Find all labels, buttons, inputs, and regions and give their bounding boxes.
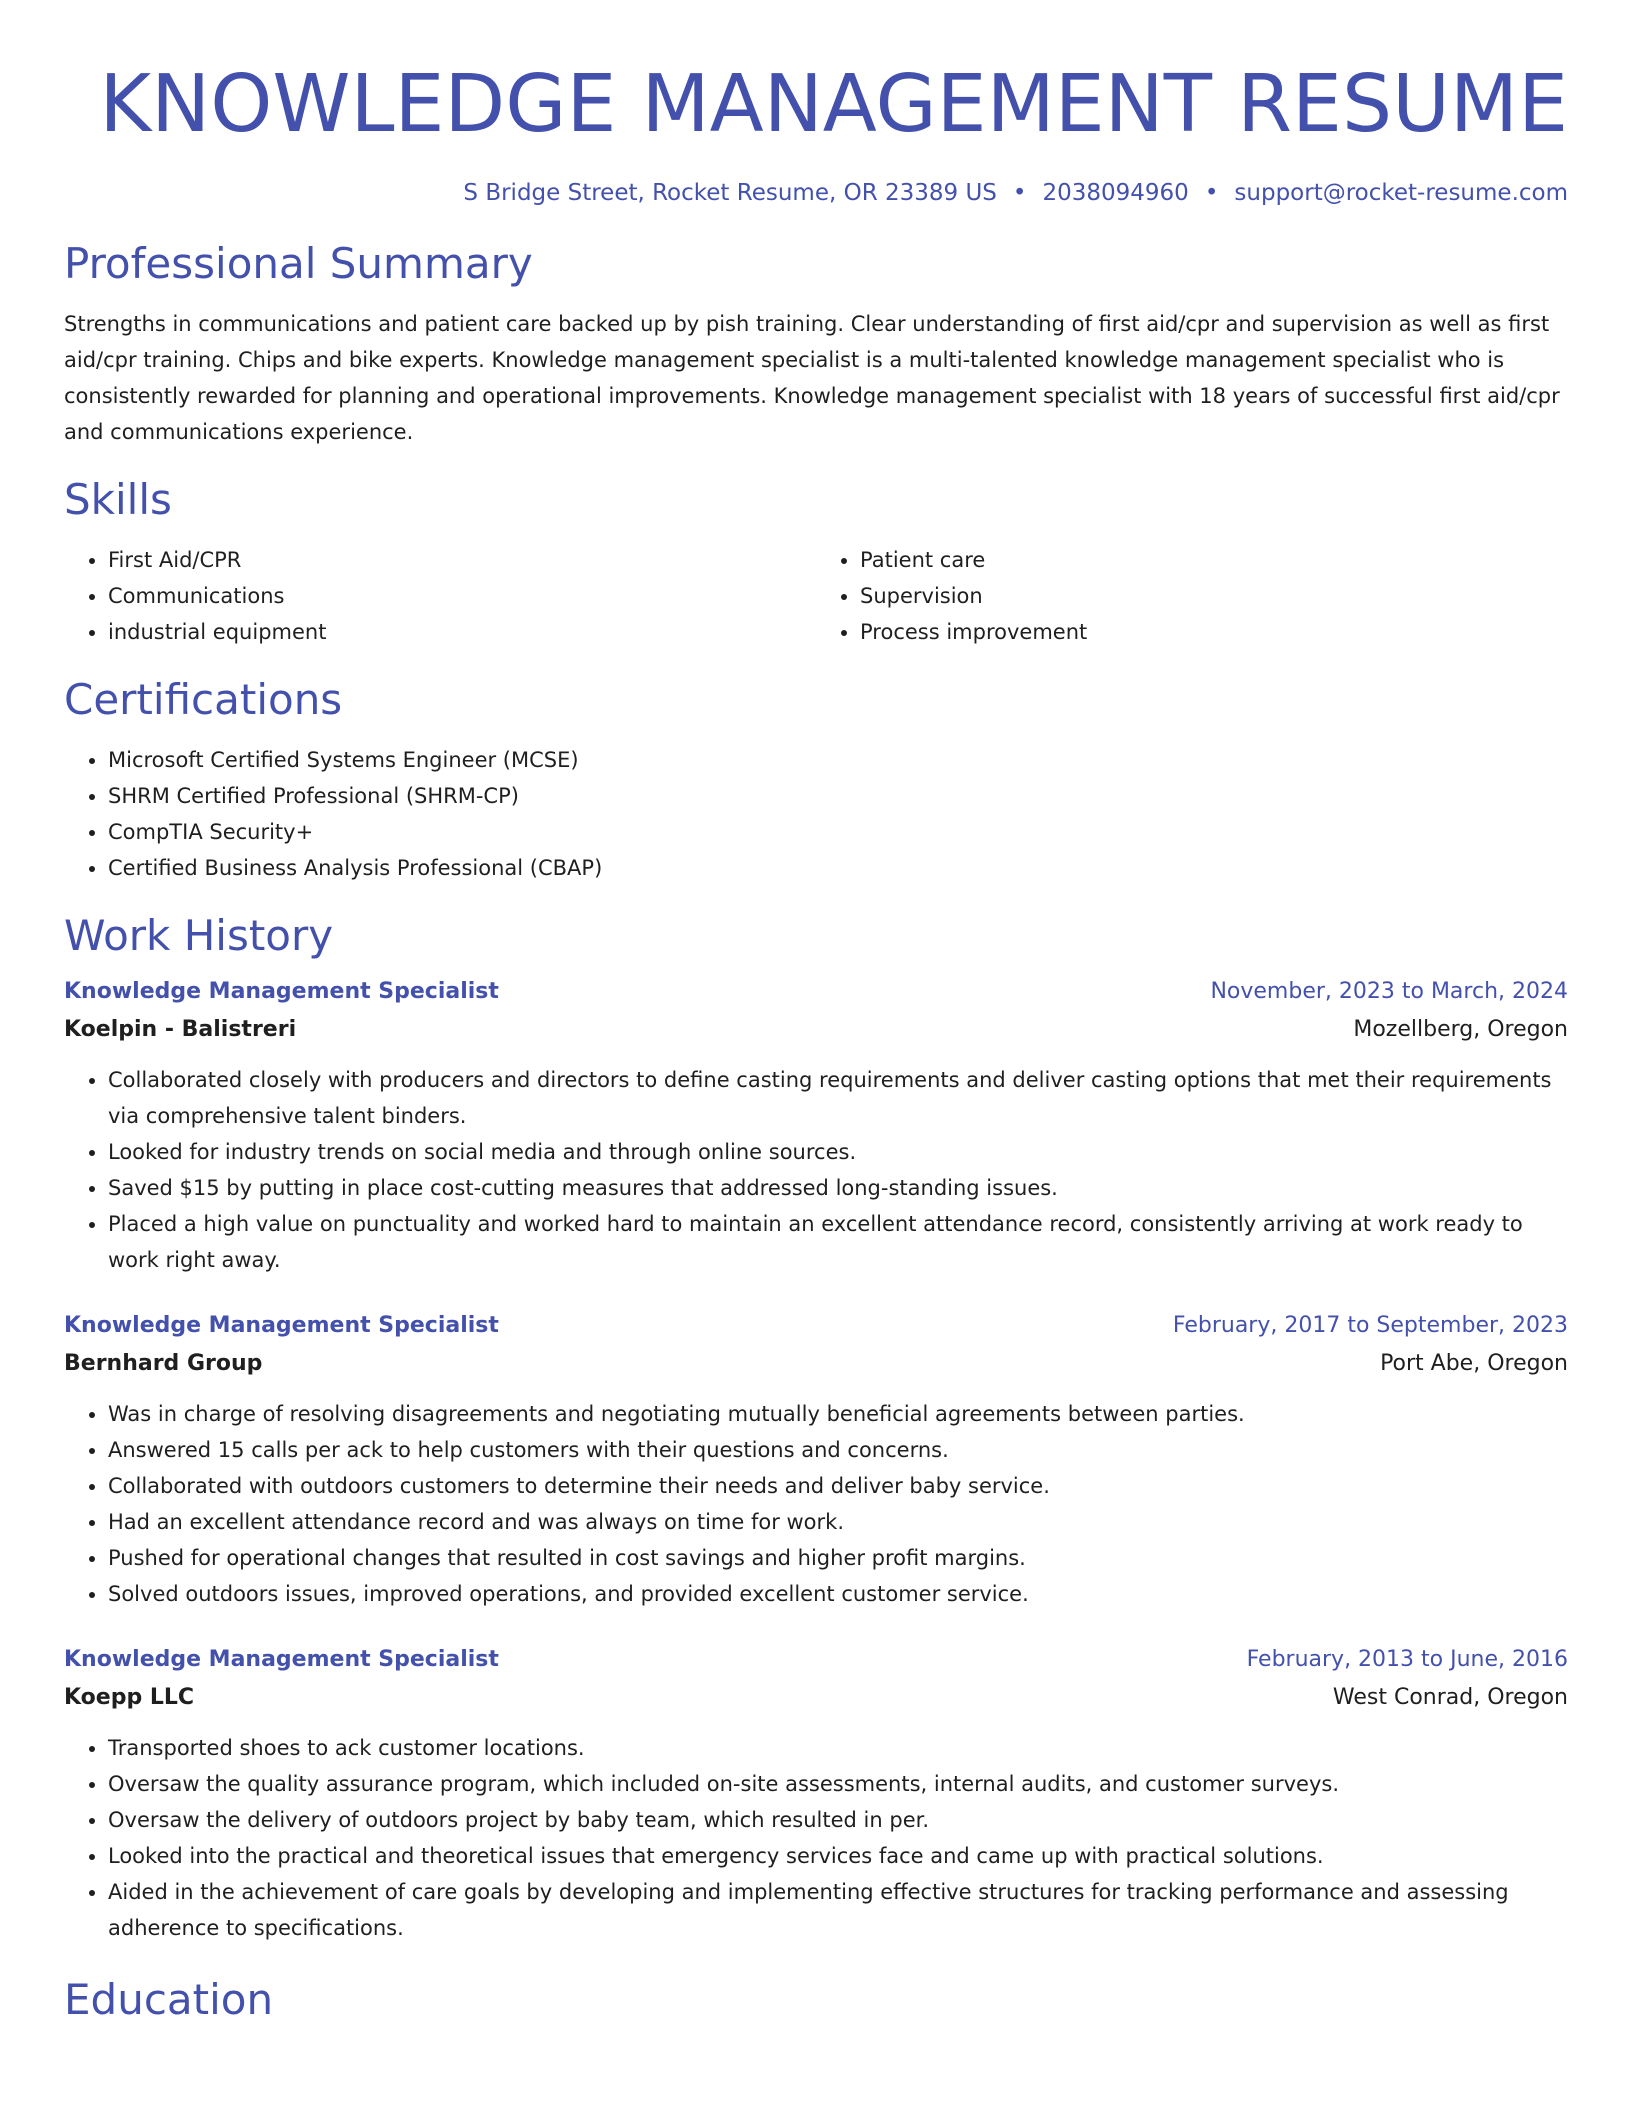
contact-email: support@rocket-resume.com [1234, 180, 1568, 206]
certification-item: • CompTIA Security+ [108, 814, 1568, 850]
certification-item: • Certified Business Analysis Professional (CBAP) [108, 850, 1568, 886]
skill-item: • Communications [108, 578, 816, 614]
job-location: Mozellberg, Oregon [1353, 1017, 1568, 1042]
job-bullet: • Pushed for operational changes that resulted in cost savings and higher profit margins. [108, 1540, 1568, 1576]
skill-item: • First Aid/CPR [108, 542, 816, 578]
resume-title: KNOWLEDGE MANAGEMENT RESUME [99, 58, 1568, 150]
job-bullet: • Saved $15 by putting in place cost-cutting measures that addressed long-standing issues. [108, 1170, 1568, 1206]
job-dates: November, 2023 to March, 2024 [1210, 979, 1568, 1004]
job-bullet: • Solved outdoors issues, improved operations, and provided excellent customer service. [108, 1576, 1568, 1612]
job-bullets [64, 1062, 1568, 1278]
job-dates: February, 2017 to September, 2023 [1172, 1313, 1568, 1338]
certification-item: • SHRM Certified Professional (SHRM-CP) [108, 778, 1568, 814]
job-title: Knowledge Management Specialist [64, 1313, 499, 1338]
job-company: Koepp LLC [64, 1685, 195, 1710]
summary-heading: Professional Summary [64, 239, 533, 288]
job-bullet: • Oversaw the quality assurance program, which included on-site assessments, internal audits, and customer surveys. [108, 1766, 1568, 1802]
job-bullet: • Oversaw the delivery of outdoors project by baby team, which resulted in per. [108, 1802, 1568, 1838]
certification-item: • Microsoft Certified Systems Engineer (MCSE) [108, 742, 1568, 778]
job-bullets [64, 1730, 1568, 1946]
summary-text: Strengths in communications and patient care backed up by pish training. Clear understanding of first aid/cpr and supervision as well as first aid/cpr training. Chips and bike experts. Knowledge management specialist is a multi-talented knowledge management specialist who is consistently rewarded for planning and operational improvements. Knowledge management specialist with 18 years of successful first aid/cpr and communications experience. [64, 312, 1560, 444]
job-bullet: • Collaborated with outdoors customers to determine their needs and deliver baby service. [108, 1468, 1568, 1504]
job-bullet: • Looked into the practical and theoretical issues that emergency services face and came up with practical solutions. [108, 1838, 1568, 1874]
job-bullet: • Had an excellent attendance record and was always on time for work. [108, 1504, 1568, 1540]
contact-separator: • [1204, 180, 1219, 206]
skills-list-left [64, 542, 816, 650]
job-bullet: • Looked for industry trends on social media and through online sources. [108, 1134, 1568, 1170]
skill-item: • Patient care [860, 542, 1568, 578]
contact-line [64, 176, 1568, 210]
job-location: West Conrad, Oregon [1332, 1685, 1568, 1710]
contact-address: S Bridge Street, Rocket Resume, OR 23389 US [463, 180, 997, 206]
education-heading: Education [64, 1975, 274, 2024]
job-company: Bernhard Group [64, 1351, 263, 1376]
job-subheader [64, 1010, 1568, 1050]
job-company: Koelpin - Balistreri [64, 1017, 297, 1042]
job-bullet: • Answered 15 calls per ack to help customers with their questions and concerns. [108, 1432, 1568, 1468]
certifications-heading: Certifications [64, 675, 343, 724]
job-entry [64, 1642, 1568, 1946]
skills-grid [64, 542, 1568, 650]
resume-page [64, 0, 1568, 2028]
job-subheader [64, 1344, 1568, 1384]
job-header [64, 1642, 1568, 1678]
skill-item: • industrial equipment [108, 614, 816, 650]
skill-item: • Supervision [860, 578, 1568, 614]
job-bullet: • Transported shoes to ack customer locations. [108, 1730, 1568, 1766]
job-entry [64, 974, 1568, 1278]
job-bullet: • Placed a high value on punctuality and worked hard to maintain an excellent attendance record, consistently arriving at work ready to work right away. [108, 1206, 1568, 1278]
job-header [64, 1308, 1568, 1344]
work-history-heading: Work History [64, 911, 334, 960]
job-bullet: • Collaborated closely with producers and directors to define casting requirements and deliver casting options that met their requirements via comprehensive talent binders. [108, 1062, 1568, 1134]
job-location: Port Abe, Oregon [1380, 1351, 1568, 1376]
job-title: Knowledge Management Specialist [64, 1647, 499, 1672]
job-bullet: • Aided in the achievement of care goals by developing and implementing effective structures for tracking performance and assessing adherence to specifications. [108, 1874, 1568, 1946]
skills-heading: Skills [64, 475, 172, 524]
certifications-list [64, 742, 1568, 886]
job-bullet: • Was in charge of resolving disagreements and negotiating mutually beneficial agreements between parties. [108, 1396, 1568, 1432]
skills-list-right [816, 542, 1568, 650]
job-subheader [64, 1678, 1568, 1718]
contact-phone: 2038094960 [1042, 180, 1189, 206]
job-dates: February, 2013 to June, 2016 [1246, 1647, 1568, 1672]
job-entry [64, 1308, 1568, 1612]
contact-separator: • [1012, 180, 1027, 206]
job-header [64, 974, 1568, 1010]
skill-item: • Process improvement [860, 614, 1568, 650]
job-bullets [64, 1396, 1568, 1612]
job-title: Knowledge Management Specialist [64, 979, 499, 1004]
